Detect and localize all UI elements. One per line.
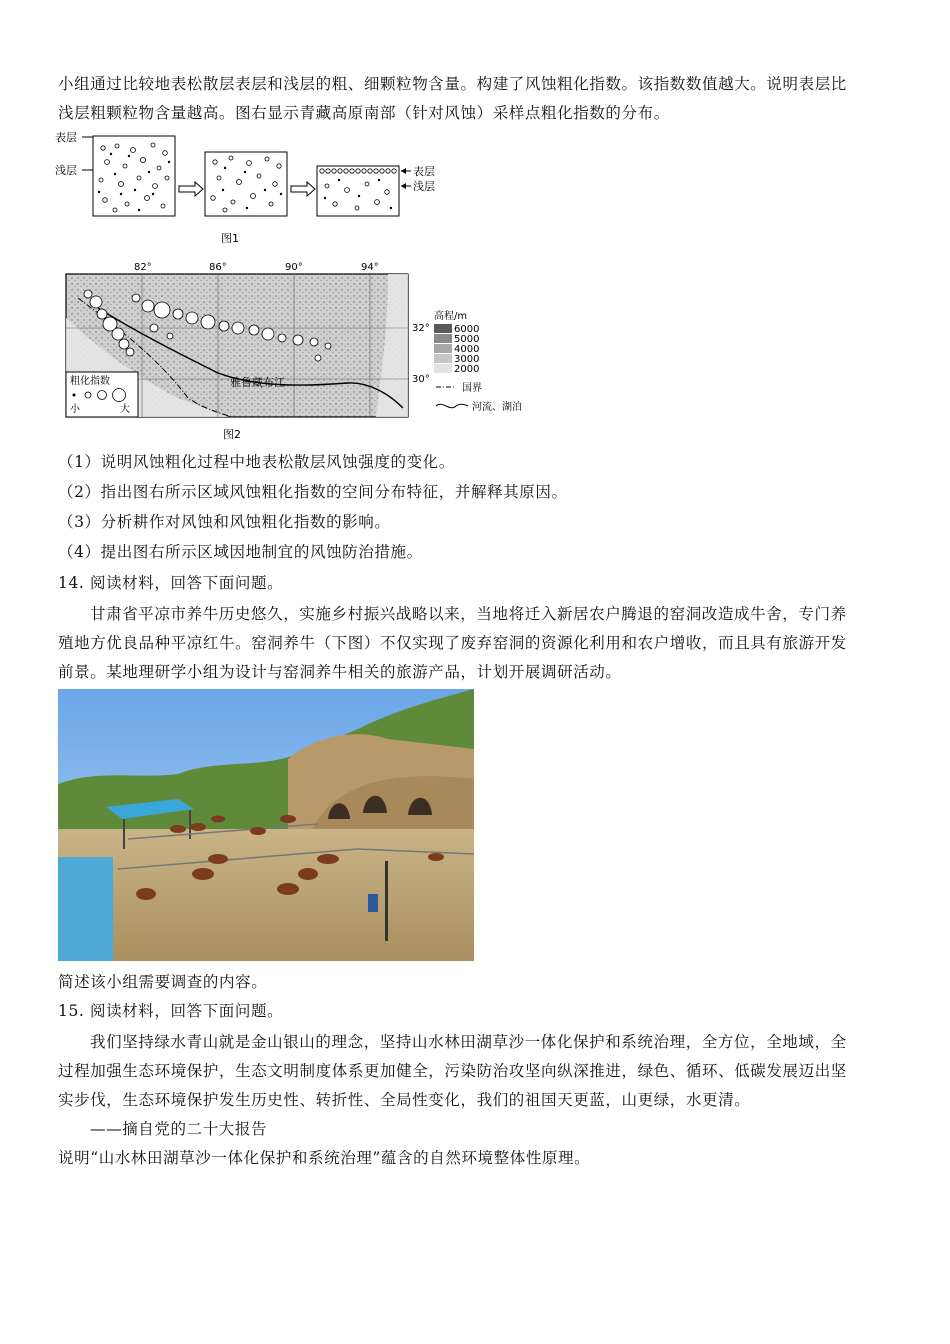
fig1-label-surface-right: 表层 xyxy=(413,165,435,178)
fig1-label-surface-left: 表层 xyxy=(55,131,77,144)
fig1-label-shallow-right: 浅层 xyxy=(413,180,435,193)
q14-para-3: 前景。某地理研学小组为设计与窑洞养牛相关的旅游产品，计划开展调研活动。 xyxy=(58,663,622,681)
q15-title: 15. 阅读材料，回答下面问题。 xyxy=(58,1002,284,1020)
fig2-legend-title: 粗化指数 xyxy=(70,376,110,387)
intro-line-2: 浅层粗颗粒物含量越高。图右显示青藏高原南部（针对风蚀）采样点粗化指数的分布。 xyxy=(58,104,670,122)
fig2-river-name: 雅鲁藏布江 xyxy=(230,376,285,389)
fig1-caption: 图1 xyxy=(221,232,239,245)
fig2-caption: 图2 xyxy=(223,428,241,441)
q13-part-3: （3）分析耕作对风蚀和风蚀粗化指数的影响。 xyxy=(58,513,391,531)
q15-source: ——摘自党的二十大报告 xyxy=(90,1120,268,1138)
q14-para-1: 甘肃省平凉市养牛历史悠久，实施乡村振兴战略以来，当地将迁入新居农户腾退的窑洞改造成牛舍，专门养 xyxy=(90,605,847,623)
fig2-elev-2000: 2000 xyxy=(454,364,480,375)
fig2-lon-82: 82° xyxy=(134,262,152,273)
intro-line-1: 小组通过比较地表松散层表层和浅层的粗、细颗粒物含量。构建了风蚀粗化指数。该指数数值越大。说明表层比 xyxy=(58,75,847,93)
q15-para-1: 我们坚持绿水青山就是金山银山的理念，坚持山水林田湖草沙一体化保护和系统治理，全方位，全地域，全 xyxy=(90,1033,847,1051)
fig1-arrow-1 xyxy=(179,182,203,196)
figure-1 xyxy=(55,128,445,250)
fig2-lon-86: 86° xyxy=(209,262,227,273)
fig2-elev-5000: 5000 xyxy=(454,334,480,345)
fig2-legend-large: 大 xyxy=(120,404,130,415)
fig2-elev-4000: 4000 xyxy=(454,344,480,355)
fig2-lon-90: 90° xyxy=(285,262,303,273)
fig2-lon-94: 94° xyxy=(361,262,379,273)
q13-part-4: （4）提出图右所示区域因地制宜的风蚀防治措施。 xyxy=(58,543,423,561)
q14-para-2: 殖地方优良品种平凉红牛。窑洞养牛（下图）不仅实现了废弃窑洞的资源化利用和农户增收，而且具有旅游开发 xyxy=(58,634,847,652)
cave-cattle-photo xyxy=(58,689,474,961)
fig2-elev-6000: 6000 xyxy=(454,324,480,335)
fig2-lat-30: 30° xyxy=(412,374,430,385)
fig2-elev-3000: 3000 xyxy=(454,354,480,365)
q15-question: 说明“山水林田湖草沙一体化保护和系统治理”蕴含的自然环境整体性原理。 xyxy=(58,1149,591,1167)
q14-question: 简述该小组需要调查的内容。 xyxy=(58,973,268,991)
fig2-legend-small: 小 xyxy=(70,404,80,415)
fig1-arrow-2 xyxy=(291,182,315,196)
fig1-label-shallow-left: 浅层 xyxy=(55,164,77,177)
q15-para-3: 实步伐，生态环境保护发生历史性、转折性、全局性变化，我们的祖国天更蓝，山更绿，水更清。 xyxy=(58,1091,751,1109)
fig2-lat-32: 32° xyxy=(412,323,430,334)
q13-part-1: （1）说明风蚀粗化过程中地表松散层风蚀强度的变化。 xyxy=(58,453,455,471)
fig2-elev-title: 高程/m xyxy=(434,311,468,322)
q14-title: 14. 阅读材料，回答下面问题。 xyxy=(58,574,284,592)
figure-2 xyxy=(58,258,538,443)
q15-para-2: 过程加强生态环境保护，生态文明制度体系更加健全，污染防治攻坚向纵深推进，绿色、循环、低碳发展迈出坚 xyxy=(58,1062,847,1080)
q13-part-2: （2）指出图右所示区域风蚀粗化指数的空间分布特征，并解释其原因。 xyxy=(58,483,568,501)
fig2-border-label: 国界 xyxy=(462,383,482,394)
fig2-river-label: 河流、湖泊 xyxy=(472,402,522,413)
